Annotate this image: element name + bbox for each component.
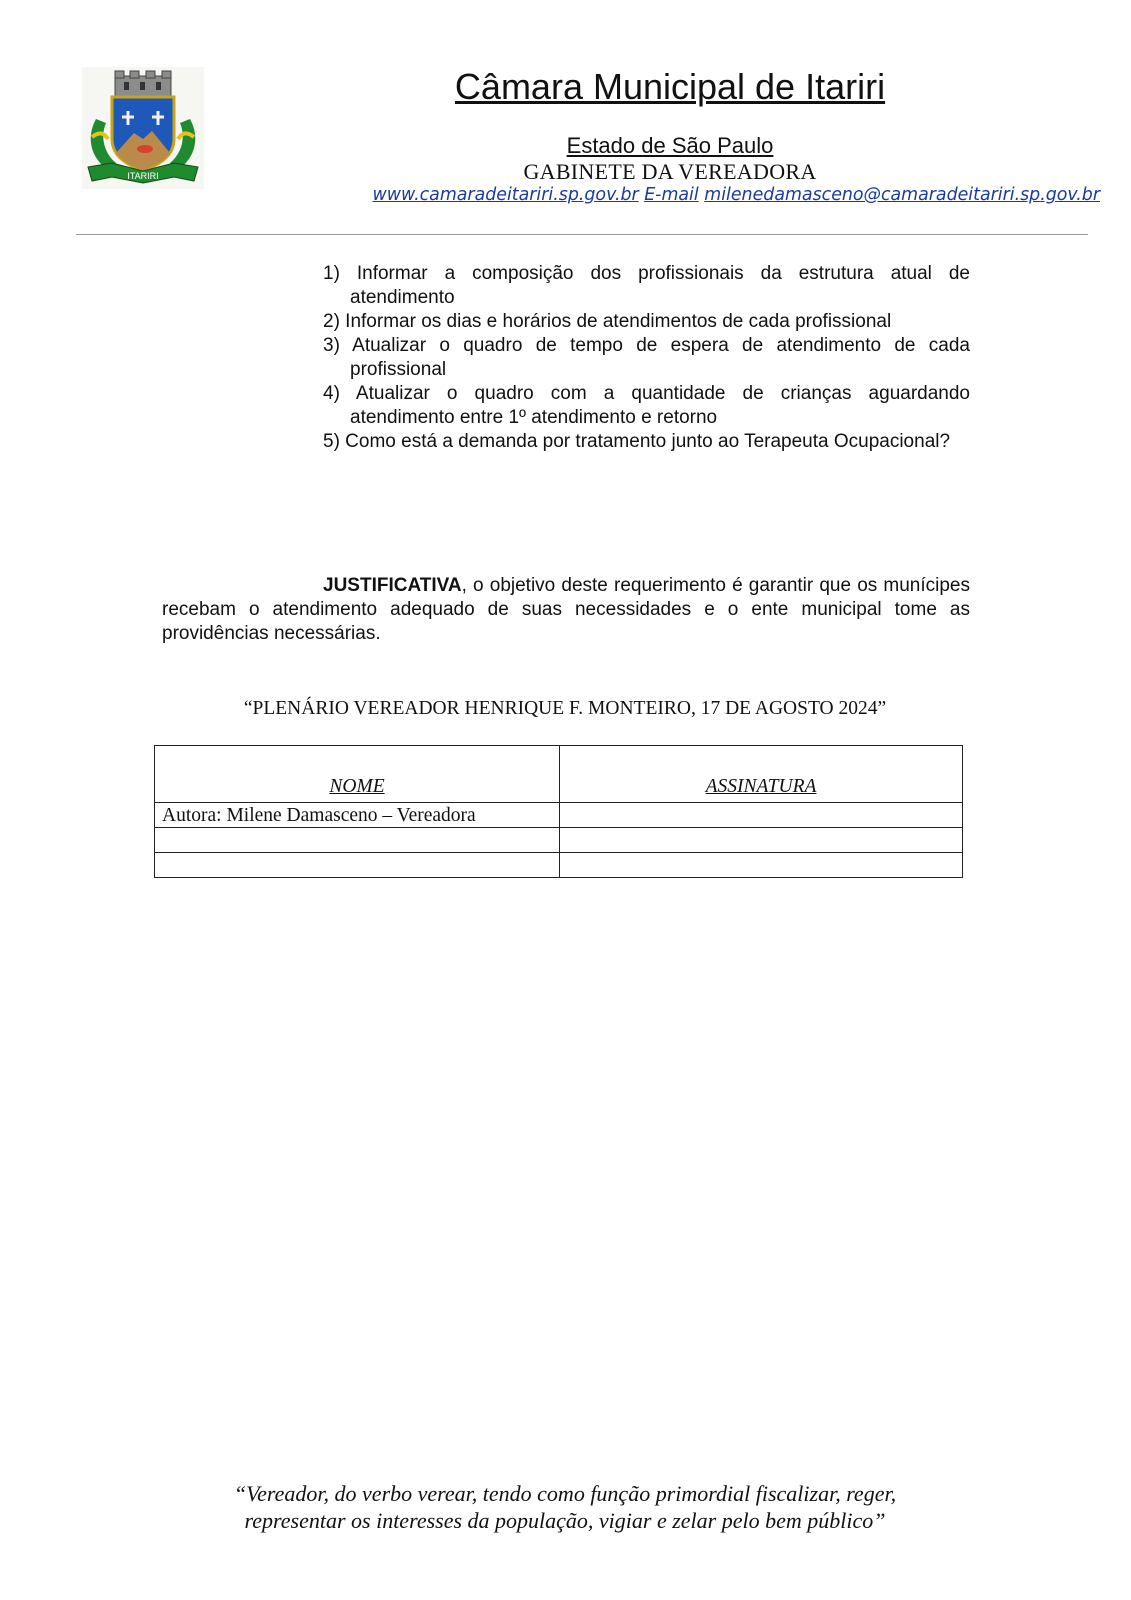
website-link[interactable]: www.camaradeitariri.sp.gov.br <box>372 185 639 205</box>
header-name: NOME <box>155 746 560 803</box>
header-divider <box>76 234 1088 235</box>
table-cell-signature <box>560 803 963 828</box>
table-cell-signature <box>560 853 963 878</box>
state-subtitle: Estado de São Paulo <box>566 133 774 158</box>
coat-of-arms-icon <box>82 67 204 189</box>
contact-line <box>250 185 1100 205</box>
request-list <box>323 262 970 454</box>
email-label: E-mail <box>644 185 699 205</box>
page-title: Câmara Municipal de Itariri <box>454 66 886 107</box>
list-item: 4) Atualizar o quadro com a quantidade de crianças aguardando atendimento entre 1º atendimento e retorno <box>323 383 970 428</box>
justification-text: , o objetivo deste requerimento é garantir que os munícipes recebam o atendimento adequado de suas necessidades e o ente municipal tome as providências necessárias. <box>162 575 970 644</box>
list-item: 5) Como está a demanda por tratamento junto ao Terapeuta Ocupacional? <box>323 431 951 452</box>
logo-ribbon-text: ITARIRI <box>127 171 159 181</box>
footer-quote-line: representar os interesses da população, vigiar e zelar pelo bem público” <box>244 1508 886 1533</box>
table-header-row <box>155 746 963 803</box>
table-row <box>155 828 963 853</box>
list-item: 1) Informar a composição dos profissionais da estrutura atual de atendimento <box>323 263 970 308</box>
signature-table <box>154 745 963 878</box>
list-item: 3) Atualizar o quadro de tempo de espera de atendimento de cada profissional <box>323 335 970 380</box>
list-item: 2) Informar os dias e horários de atendimentos de cada profissional <box>323 311 892 332</box>
header-signature: ASSINATURA <box>560 746 963 803</box>
footer-quote-line: “Vereador, do verbo verear, tendo como função primordial fiscalizar, reger, <box>233 1481 897 1506</box>
email-link[interactable]: milenedamasceno@camaradeitariri.sp.gov.br <box>704 185 1100 205</box>
justification-label: JUSTIFICATIVA <box>323 575 462 596</box>
table-cell-name: Autora: Milene Damasceno – Vereadora <box>155 803 560 828</box>
table-cell-signature <box>560 828 963 853</box>
table-row <box>155 803 963 828</box>
justification-paragraph <box>162 574 970 646</box>
table-row <box>155 853 963 878</box>
plenary-line: “PLENÁRIO VEREADOR HENRIQUE F. MONTEIRO, 17 DE AGOSTO 2024” <box>243 698 887 719</box>
coat-of-arms-logo <box>82 67 204 189</box>
table-cell-name <box>155 828 560 853</box>
office-subtitle: GABINETE DA VEREADORA <box>523 159 817 184</box>
table-cell-name <box>155 853 560 878</box>
footer-quote <box>160 1480 970 1534</box>
